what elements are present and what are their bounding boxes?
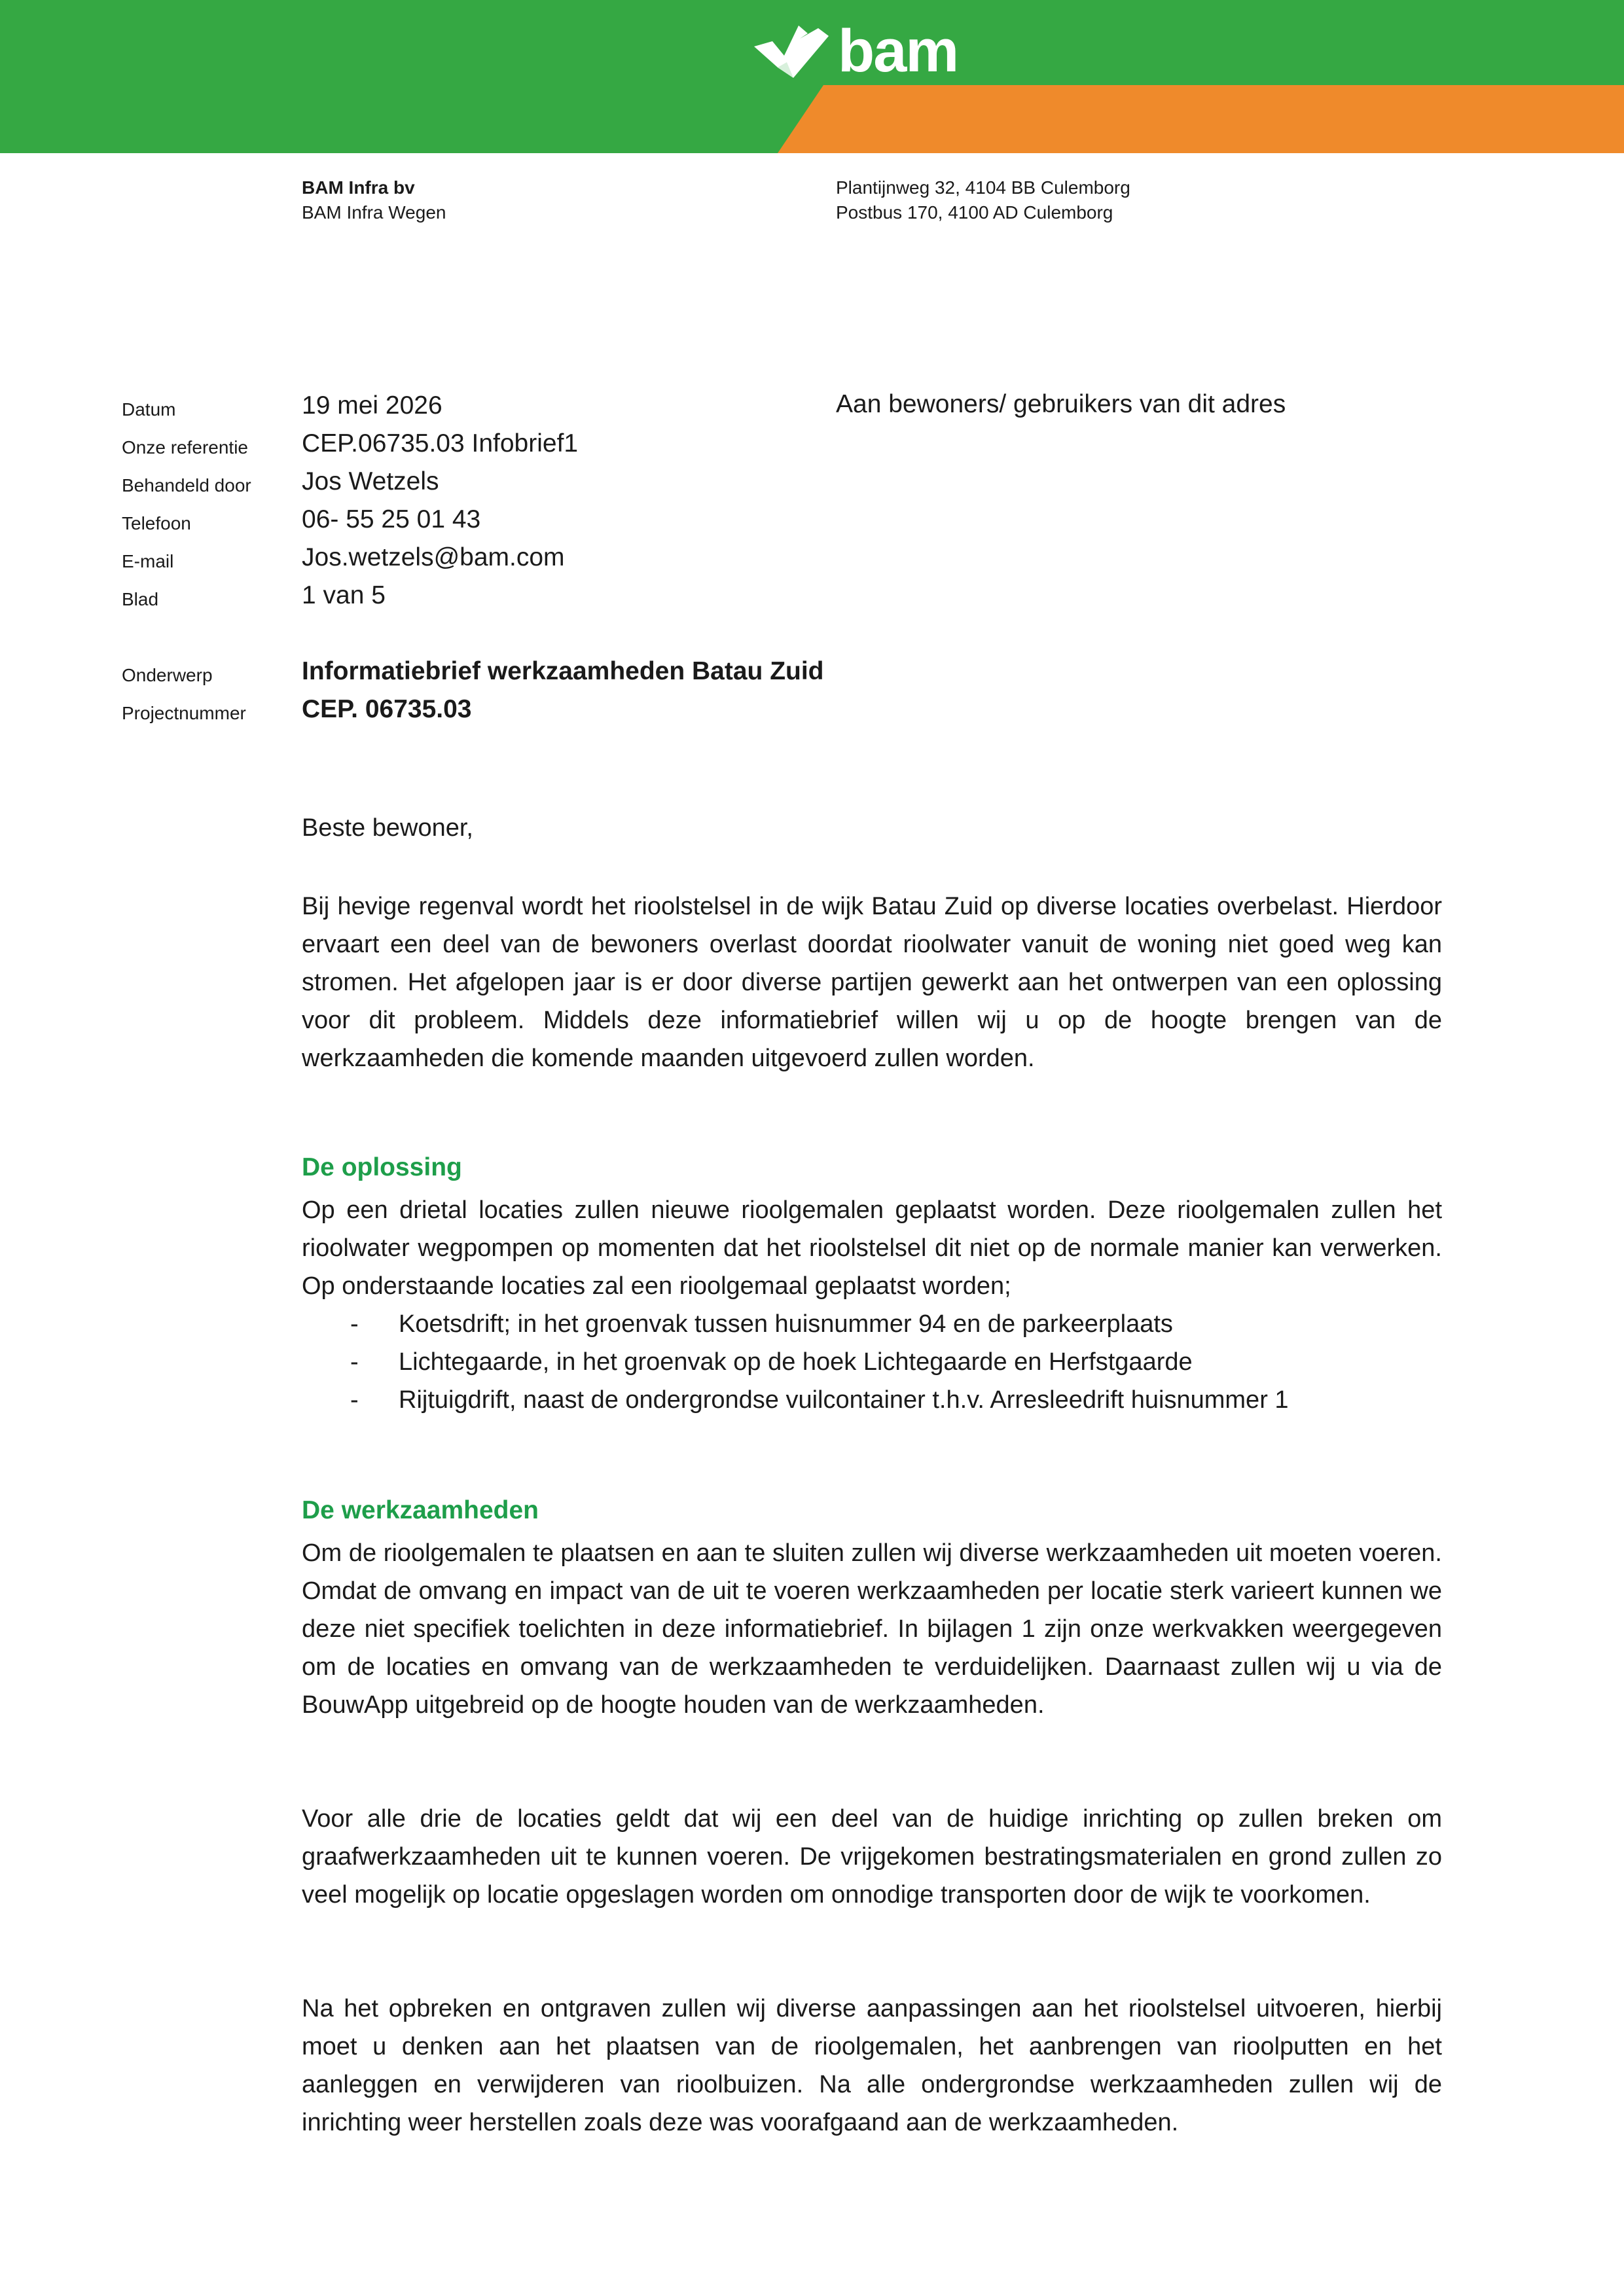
- meta-value: 06- 55 25 01 43: [302, 505, 481, 533]
- meta-row-email: [0, 538, 1624, 576]
- company-division: BAM Infra Wegen: [302, 202, 446, 223]
- solution-paragraph: [302, 1191, 1442, 1305]
- list-item-text: Lichtegaarde, in het groenvak op de hoek Lichtegaarde en Herfstgaarde: [399, 1348, 1193, 1376]
- company-address: [836, 175, 1130, 225]
- salutation: Beste bewoner,: [302, 814, 473, 842]
- addressee: Aan bewoners/ gebruikers van dit adres: [836, 390, 1286, 418]
- works-paragraph-2: [302, 1800, 1442, 1914]
- works-text-3: Na het opbreken en ontgraven zullen wij diverse aanpassingen aan het rioolstelsel uitvoeren, hierbij moet u denken aan het plaatsen van de rioolgemalen, het aanbrengen van rioolputten en het aanleggen en verwijderen van rioolbuizen. Na alle ondergrondse werkzaamheden zullen wij de inrichting weer herstellen zoals deze was voorafgaand aan de werkzaamheden.: [302, 1995, 1442, 2136]
- meta-label: Onze referentie: [122, 437, 248, 457]
- meta-label: Onderwerp: [122, 665, 213, 685]
- bam-logo: [753, 18, 958, 84]
- company-name: BAM Infra bv: [302, 177, 415, 198]
- works-paragraph-1: [302, 1534, 1442, 1724]
- meta-row-handled-by: [0, 462, 1624, 500]
- address-line-1: Plantijnweg 32, 4104 BB Culemborg: [836, 177, 1130, 198]
- bam-logo-text: bam: [838, 18, 958, 84]
- meta-row-date: [0, 386, 1624, 424]
- bullet-marker: -: [350, 1348, 359, 1376]
- meta-row-reference: [0, 424, 1624, 462]
- company-block: [302, 175, 446, 225]
- meta-row-subject: [0, 652, 1624, 690]
- meta-label: Telefoon: [122, 513, 191, 533]
- address-line-2: Postbus 170, 4100 AD Culemborg: [836, 202, 1113, 223]
- intro-paragraph: [302, 888, 1442, 1077]
- bullet-marker: -: [350, 1386, 359, 1414]
- list-item-text: Koetsdrift; in het groenvak tussen huisnummer 94 en de parkeerplaats: [399, 1310, 1173, 1338]
- meta-row-project: [0, 690, 1624, 728]
- project-value: CEP. 06735.03: [302, 695, 472, 723]
- solution-text: Op een drietal locaties zullen nieuwe rioolgemalen geplaatst worden. Deze rioolgemalen zullen het rioolwater wegpompen op momenten dat het rioolstelsel dit niet op de normale manier kan verwerken. Op onderstaande locaties zal een rioolgemaal geplaatst worden;: [302, 1196, 1442, 1300]
- meta-label: Behandeld door: [122, 475, 251, 495]
- list-item-text: Rijtuigdrift, naast de ondergrondse vuilcontainer t.h.v. Arresleedrift huisnummer 1: [399, 1386, 1289, 1414]
- location-list: [302, 1305, 1442, 1419]
- subject-value: Informatiebrief werkzaamheden Batau Zuid: [302, 657, 824, 685]
- meta-row-page: [0, 576, 1624, 614]
- meta-value: CEP.06735.03 Infobrief1: [302, 429, 579, 457]
- works-text-2: Voor alle drie de locaties geldt dat wij een deel van de huidige inrichting op zullen breken om graafwerkzaamheden uit te kunnen voeren. De vrijgekomen bestratingsmaterialen en grond zullen zo veel mogelijk op locatie opgeslagen worden om onnodige transporten door de wijk te voorkomen.: [302, 1805, 1442, 1909]
- meta-label: Projectnummer: [122, 703, 246, 723]
- bam-logo-icon: [753, 22, 830, 81]
- meta-label: Blad: [122, 589, 159, 609]
- meta-value: Jos Wetzels: [302, 467, 439, 495]
- section-heading-solution: De oplossing: [302, 1153, 462, 1181]
- list-item: [302, 1343, 1442, 1381]
- bullet-marker: -: [350, 1310, 359, 1338]
- meta-row-phone: [0, 500, 1624, 538]
- meta-value: Jos.wetzels@bam.com: [302, 543, 565, 571]
- meta-label: E-mail: [122, 551, 174, 571]
- works-paragraph-3: [302, 1990, 1442, 2142]
- list-item: [302, 1381, 1442, 1419]
- header-band: [0, 0, 1624, 153]
- works-text-1: Om de rioolgemalen te plaatsen en aan te sluiten zullen wij diverse werkzaamheden uit moeten voeren. Omdat de omvang en impact van de uit te voeren werkzaamheden per locatie sterk varieert kunnen we deze niet specifiek toelichten in deze informatiebrief. In bijlagen 1 zijn onze werkvakken weergegeven om de locaties en omvang van de werkzaamheden te verduidelijken. Daarnaast zullen wij u via de BouwApp uitgebreid op de hoogte houden van de werkzaamheden.: [302, 1539, 1442, 1719]
- meta-value: 1 van 5: [302, 581, 386, 609]
- meta-label: Datum: [122, 399, 176, 420]
- list-item: [302, 1305, 1442, 1343]
- section-heading-works: De werkzaamheden: [302, 1496, 539, 1524]
- meta-value: 19 mei 2026: [302, 391, 442, 420]
- intro-text: Bij hevige regenval wordt het rioolstelsel in de wijk Batau Zuid op diverse locaties overbelast. Hierdoor ervaart een deel van de bewoners overlast doordat rioolwater vanuit de woning niet goed weg kan stromen. Het afgelopen jaar is er door diverse partijen gewerkt aan het ontwerpen van een oplossing voor dit probleem. Middels deze informatiebrief willen wij u op de hoogte brengen van de werkzaamheden die komende maanden uitgevoerd zullen worden.: [302, 893, 1442, 1072]
